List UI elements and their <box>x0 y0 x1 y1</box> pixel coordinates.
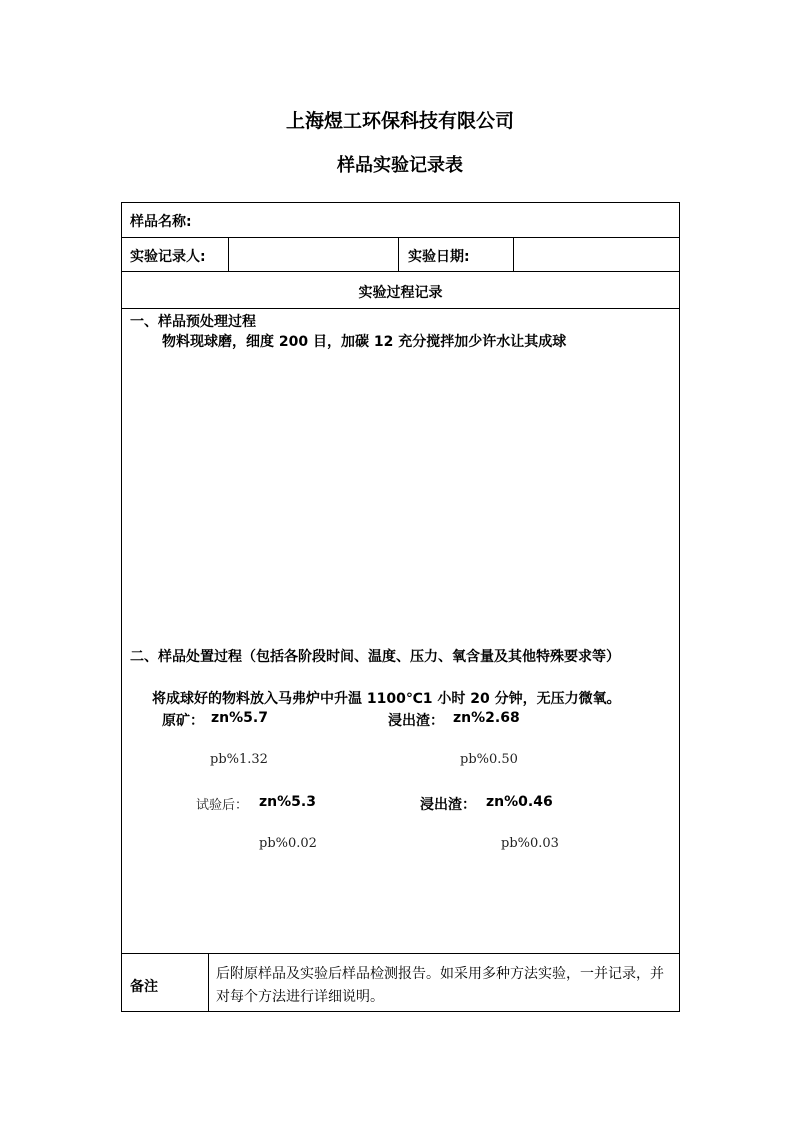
raw-ore-label: 原矿： <box>162 713 204 729</box>
company-name: 上海煜工环保科技有限公司 <box>285 110 514 132</box>
treatment-text: 将成球好的物料放入马弗炉中升温 1100℃1 小时 20 分钟，无压力微氧。 <box>152 691 621 707</box>
row-divider <box>121 237 680 238</box>
leach-residue-after-label: 浸出渣： <box>420 797 476 813</box>
recorder-label: 实验记录人: <box>130 249 206 265</box>
remarks-label: 备注 <box>130 979 158 995</box>
pretreatment-heading: 一、样品预处理过程 <box>130 314 256 330</box>
pretreatment-text: 物料现球磨，细度 200 目，加碳 12 充分搅拌加少许水让其成球 <box>162 334 567 350</box>
leach-residue-pb: pb%0.50 <box>460 752 518 767</box>
leach-residue-zn: zn%2.68 <box>453 710 520 726</box>
date-label: 实验日期: <box>408 249 470 265</box>
leach-residue-label: 浸出渣： <box>388 713 444 729</box>
column-divider <box>208 953 209 1012</box>
leach-residue-after-zn: zn%0.46 <box>486 794 553 810</box>
after-test-zn: zn%5.3 <box>259 794 316 810</box>
remarks-text: 后附原样品及实验后样品检测报告。如采用多种方法实验，一并记录，并对每个方法进行详细说明。 <box>216 966 664 1005</box>
raw-ore-zn: zn%5.7 <box>211 710 268 726</box>
column-divider <box>398 237 399 271</box>
row-divider <box>121 953 680 954</box>
process-record-heading: 实验过程记录 <box>358 285 443 301</box>
leach-residue-after-pb: pb%0.03 <box>501 836 559 851</box>
after-test-pb: pb%0.02 <box>259 836 317 851</box>
raw-ore-pb: pb%1.32 <box>210 752 268 767</box>
column-divider <box>513 237 514 271</box>
row-divider <box>121 308 680 309</box>
row-divider <box>121 271 680 272</box>
sample-name-label: 样品名称: <box>130 214 192 230</box>
column-divider <box>228 237 229 271</box>
after-test-label: 试验后： <box>196 798 249 813</box>
treatment-heading: 二、样品处置过程（包括各阶段时间、温度、压力、氧含量及其他特殊要求等） <box>130 649 620 665</box>
form-title: 样品实验记录表 <box>337 155 463 176</box>
